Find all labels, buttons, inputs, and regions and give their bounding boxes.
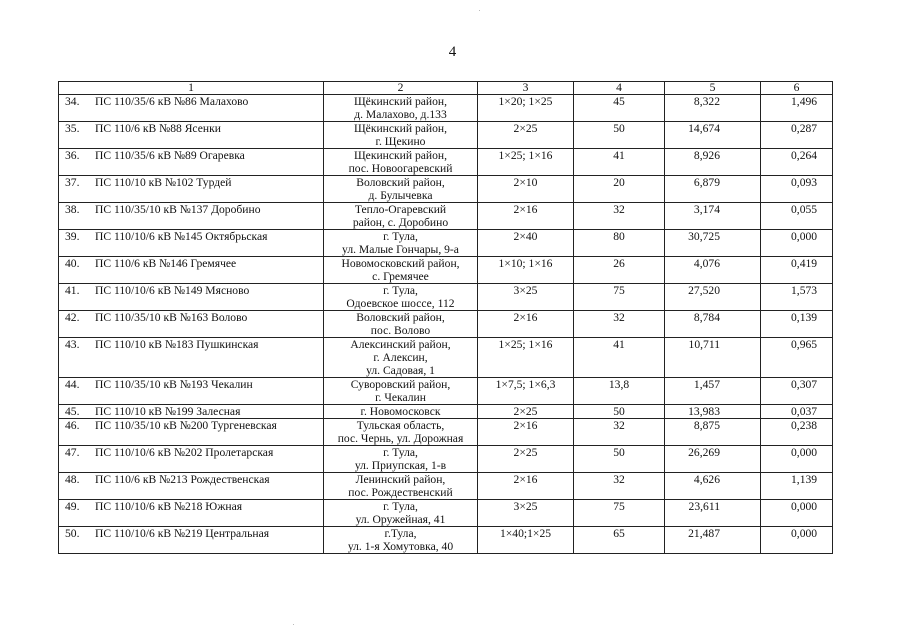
substation-cell <box>59 203 324 230</box>
location-cell <box>324 95 478 122</box>
transformer-config-cell: 1×25; 1×16 <box>478 149 574 176</box>
reserve-cell: 1,139 <box>761 473 833 500</box>
substation-name: ПС 110/10/6 кВ №149 Мясново <box>95 284 250 297</box>
capacity-cell: 32 <box>574 419 665 446</box>
table-row <box>59 230 833 257</box>
location-cell <box>324 378 478 405</box>
substation-name: ПС 110/6 кВ №88 Ясенки <box>95 122 221 135</box>
substation-cell <box>59 473 324 500</box>
location-line: г. Тула, <box>383 446 418 459</box>
row-number: 42. <box>65 311 80 324</box>
transformer-config-cell: 2×16 <box>478 473 574 500</box>
location-line: г. Тула, <box>383 500 418 513</box>
load-cell: 27,520 <box>665 284 761 311</box>
location-line: Ленинский район, <box>355 473 446 486</box>
substation-name: ПС 110/10/6 кВ №218 Южная <box>95 500 243 513</box>
reserve-cell: 0,139 <box>761 311 833 338</box>
transformer-config-cell: 3×25 <box>478 500 574 527</box>
load-cell: 14,674 <box>665 122 761 149</box>
header-row <box>59 82 833 95</box>
table-row <box>59 446 833 473</box>
transformer-config-cell: 2×16 <box>478 311 574 338</box>
location-line: д. Малахово, д.133 <box>354 108 447 121</box>
location-cell <box>324 203 478 230</box>
location-line: Щёкинский район, <box>353 95 448 108</box>
row-number: 44. <box>65 378 80 391</box>
load-cell: 8,926 <box>665 149 761 176</box>
header-cell-1: 1 <box>59 82 324 95</box>
location-line: ул. Садовая, 1 <box>366 364 435 377</box>
location-line: пос. Новоогаревский <box>348 162 453 175</box>
location-line: г. Тула, <box>383 284 418 297</box>
location-line: Тепло-Огаревский <box>354 203 447 216</box>
reserve-cell: 0,419 <box>761 257 833 284</box>
transformer-config-cell: 2×25 <box>478 446 574 473</box>
location-cell <box>324 176 478 203</box>
substation-cell <box>59 311 324 338</box>
location-line: ул. Оружейная, 41 <box>355 513 446 526</box>
row-number: 39. <box>65 230 80 243</box>
table-row <box>59 473 833 500</box>
substation-cell <box>59 122 324 149</box>
substation-cell <box>59 95 324 122</box>
table-row <box>59 500 833 527</box>
header-cell-6: 6 <box>761 82 833 95</box>
reserve-cell: 1,496 <box>761 95 833 122</box>
capacity-cell: 65 <box>574 527 665 554</box>
location-cell <box>324 473 478 500</box>
capacity-cell: 41 <box>574 149 665 176</box>
substation-cell <box>59 378 324 405</box>
location-line: район, с. Доробино <box>352 216 449 229</box>
location-cell <box>324 419 478 446</box>
location-line: пос. Рождественский <box>348 486 453 499</box>
load-cell: 8,875 <box>665 419 761 446</box>
substation-name: ПС 110/6 кВ №213 Рождественская <box>95 473 270 486</box>
substation-cell <box>59 527 324 554</box>
table-row <box>59 95 833 122</box>
substation-name: ПС 110/10 кВ №183 Пушкинская <box>95 338 259 351</box>
capacity-cell: 41 <box>574 338 665 378</box>
substation-cell <box>59 419 324 446</box>
capacity-cell: 50 <box>574 405 665 419</box>
location-line: Щёкинский район, <box>353 122 448 135</box>
reserve-cell: 0,093 <box>761 176 833 203</box>
substation-name: ПС 110/35/10 кВ №193 Чекалин <box>95 378 253 391</box>
table-row <box>59 203 833 230</box>
location-line: г. Алексин, <box>373 351 428 364</box>
table-row <box>59 176 833 203</box>
reserve-cell: 0,307 <box>761 378 833 405</box>
transformer-config-cell: 2×25 <box>478 405 574 419</box>
transformer-config-cell: 1×20; 1×25 <box>478 95 574 122</box>
substation-cell <box>59 500 324 527</box>
row-number: 38. <box>65 203 80 216</box>
location-line: Алексинский район, <box>350 338 451 351</box>
substation-name: ПС 110/10/6 кВ №202 Пролетарская <box>95 446 274 459</box>
substation-name: ПС 110/35/6 кВ №86 Малахово <box>95 95 249 108</box>
table-row <box>59 284 833 311</box>
reserve-cell: 0,000 <box>761 527 833 554</box>
location-line: Воловский район, <box>356 176 445 189</box>
header-cell-2: 2 <box>324 82 478 95</box>
reserve-cell: 0,238 <box>761 419 833 446</box>
transformer-config-cell: 2×16 <box>478 419 574 446</box>
row-number: 45. <box>65 405 80 418</box>
location-cell <box>324 527 478 554</box>
location-line: г. Новомосковск <box>360 405 441 418</box>
location-line: пос. Чернь, ул. Дорожная <box>337 432 464 445</box>
load-cell: 21,487 <box>665 527 761 554</box>
location-line: ул. Приупская, 1-в <box>354 459 447 472</box>
capacity-cell: 32 <box>574 473 665 500</box>
load-cell: 10,711 <box>665 338 761 378</box>
row-number: 35. <box>65 122 80 135</box>
header-cell-5: 5 <box>665 82 761 95</box>
row-number: 41. <box>65 284 80 297</box>
load-cell: 23,611 <box>665 500 761 527</box>
capacity-cell: 26 <box>574 257 665 284</box>
location-cell <box>324 500 478 527</box>
transformer-config-cell: 1×7,5; 1×6,3 <box>478 378 574 405</box>
reserve-cell: 1,573 <box>761 284 833 311</box>
transformer-config-cell: 2×25 <box>478 122 574 149</box>
row-number: 40. <box>65 257 80 270</box>
substation-name: ПС 110/10 кВ №102 Турдей <box>95 176 232 189</box>
transformer-config-cell: 1×10; 1×16 <box>478 257 574 284</box>
location-cell <box>324 446 478 473</box>
location-line: пос. Волово <box>370 324 431 337</box>
capacity-cell: 32 <box>574 203 665 230</box>
location-line: ул. 1-я Хомутовка, 40 <box>347 540 454 553</box>
transformer-config-cell: 2×10 <box>478 176 574 203</box>
substation-name: ПС 110/6 кВ №146 Гремячее <box>95 257 237 270</box>
location-line: д. Булычевка <box>368 189 433 202</box>
scan-speck <box>293 624 294 625</box>
location-line: Суворовский район, <box>350 378 451 391</box>
header-cell-4: 4 <box>574 82 665 95</box>
location-cell <box>324 338 478 378</box>
table-row <box>59 527 833 554</box>
transformer-config-cell: 3×25 <box>478 284 574 311</box>
row-number: 47. <box>65 446 80 459</box>
substation-cell <box>59 257 324 284</box>
location-line: г. Тула, <box>383 230 418 243</box>
row-number: 48. <box>65 473 80 486</box>
capacity-cell: 20 <box>574 176 665 203</box>
location-cell <box>324 405 478 419</box>
location-line: Одоевское шоссе, 112 <box>346 297 455 310</box>
substation-cell <box>59 176 324 203</box>
row-number: 43. <box>65 338 80 351</box>
location-cell <box>324 122 478 149</box>
substation-name: ПС 110/10/6 кВ №145 Октябрьская <box>95 230 268 243</box>
row-number: 50. <box>65 527 80 540</box>
load-cell: 26,269 <box>665 446 761 473</box>
load-cell: 6,879 <box>665 176 761 203</box>
load-cell: 4,076 <box>665 257 761 284</box>
transformer-config-cell: 1×40;1×25 <box>478 527 574 554</box>
reserve-cell: 0,055 <box>761 203 833 230</box>
table-row <box>59 311 833 338</box>
load-cell: 1,457 <box>665 378 761 405</box>
location-line: Щекинский район, <box>353 149 448 162</box>
transformer-config-cell: 1×25; 1×16 <box>478 338 574 378</box>
capacity-cell: 13,8 <box>574 378 665 405</box>
capacity-cell: 80 <box>574 230 665 257</box>
capacity-cell: 75 <box>574 500 665 527</box>
table-row <box>59 122 833 149</box>
substation-cell <box>59 230 324 257</box>
location-cell <box>324 149 478 176</box>
location-line: Новомосковский район, <box>341 257 460 270</box>
capacity-cell: 45 <box>574 95 665 122</box>
load-cell: 3,174 <box>665 203 761 230</box>
substation-name: ПС 110/35/6 кВ №89 Огаревка <box>95 149 245 162</box>
row-number: 46. <box>65 419 80 432</box>
page-number: 4 <box>448 44 457 60</box>
capacity-cell: 32 <box>574 311 665 338</box>
substation-name: ПС 110/10/6 кВ №219 Центральная <box>95 527 270 540</box>
substation-cell <box>59 446 324 473</box>
table-row <box>59 405 833 419</box>
load-cell: 4,626 <box>665 473 761 500</box>
reserve-cell: 0,000 <box>761 500 833 527</box>
row-number: 37. <box>65 176 80 189</box>
load-cell: 8,322 <box>665 95 761 122</box>
substation-name: ПС 110/10 кВ №199 Залесная <box>95 405 241 418</box>
location-line: ул. Малые Гончары, 9-а <box>342 243 459 256</box>
substation-cell <box>59 149 324 176</box>
transformer-config-cell: 2×16 <box>478 203 574 230</box>
table-body <box>59 95 833 554</box>
row-number: 34. <box>65 95 80 108</box>
substation-table <box>58 81 833 554</box>
reserve-cell: 0,000 <box>761 230 833 257</box>
location-line: Тульская область, <box>356 419 445 432</box>
location-line: г.Тула, <box>384 527 417 540</box>
location-line: г. Щекино <box>375 135 426 148</box>
substation-cell <box>59 284 324 311</box>
substation-cell <box>59 338 324 378</box>
location-cell <box>324 230 478 257</box>
table-row <box>59 149 833 176</box>
header-cell-3: 3 <box>478 82 574 95</box>
table-row <box>59 338 833 378</box>
location-line: г. Чекалин <box>375 391 426 404</box>
location-line: Воловский район, <box>356 311 445 324</box>
substation-name: ПС 110/35/10 кВ №200 Тургеневская <box>95 419 277 432</box>
reserve-cell: 0,264 <box>761 149 833 176</box>
substation-name: ПС 110/35/10 кВ №163 Волово <box>95 311 248 324</box>
transformer-config-cell: 2×40 <box>478 230 574 257</box>
table-row <box>59 257 833 284</box>
substation-cell <box>59 405 324 419</box>
reserve-cell: 0,965 <box>761 338 833 378</box>
location-cell <box>324 311 478 338</box>
capacity-cell: 50 <box>574 122 665 149</box>
reserve-cell: 0,037 <box>761 405 833 419</box>
location-line: с. Гремячее <box>372 270 429 283</box>
scan-speck <box>479 10 480 11</box>
load-cell: 30,725 <box>665 230 761 257</box>
reserve-cell: 0,287 <box>761 122 833 149</box>
load-cell: 8,784 <box>665 311 761 338</box>
substation-name: ПС 110/35/10 кВ №137 Доробино <box>95 203 261 216</box>
row-number: 36. <box>65 149 80 162</box>
capacity-cell: 50 <box>574 446 665 473</box>
reserve-cell: 0,000 <box>761 446 833 473</box>
load-cell: 13,983 <box>665 405 761 419</box>
table-row <box>59 378 833 405</box>
table-row <box>59 419 833 446</box>
capacity-cell: 75 <box>574 284 665 311</box>
location-cell <box>324 257 478 284</box>
row-number: 49. <box>65 500 80 513</box>
location-cell <box>324 284 478 311</box>
